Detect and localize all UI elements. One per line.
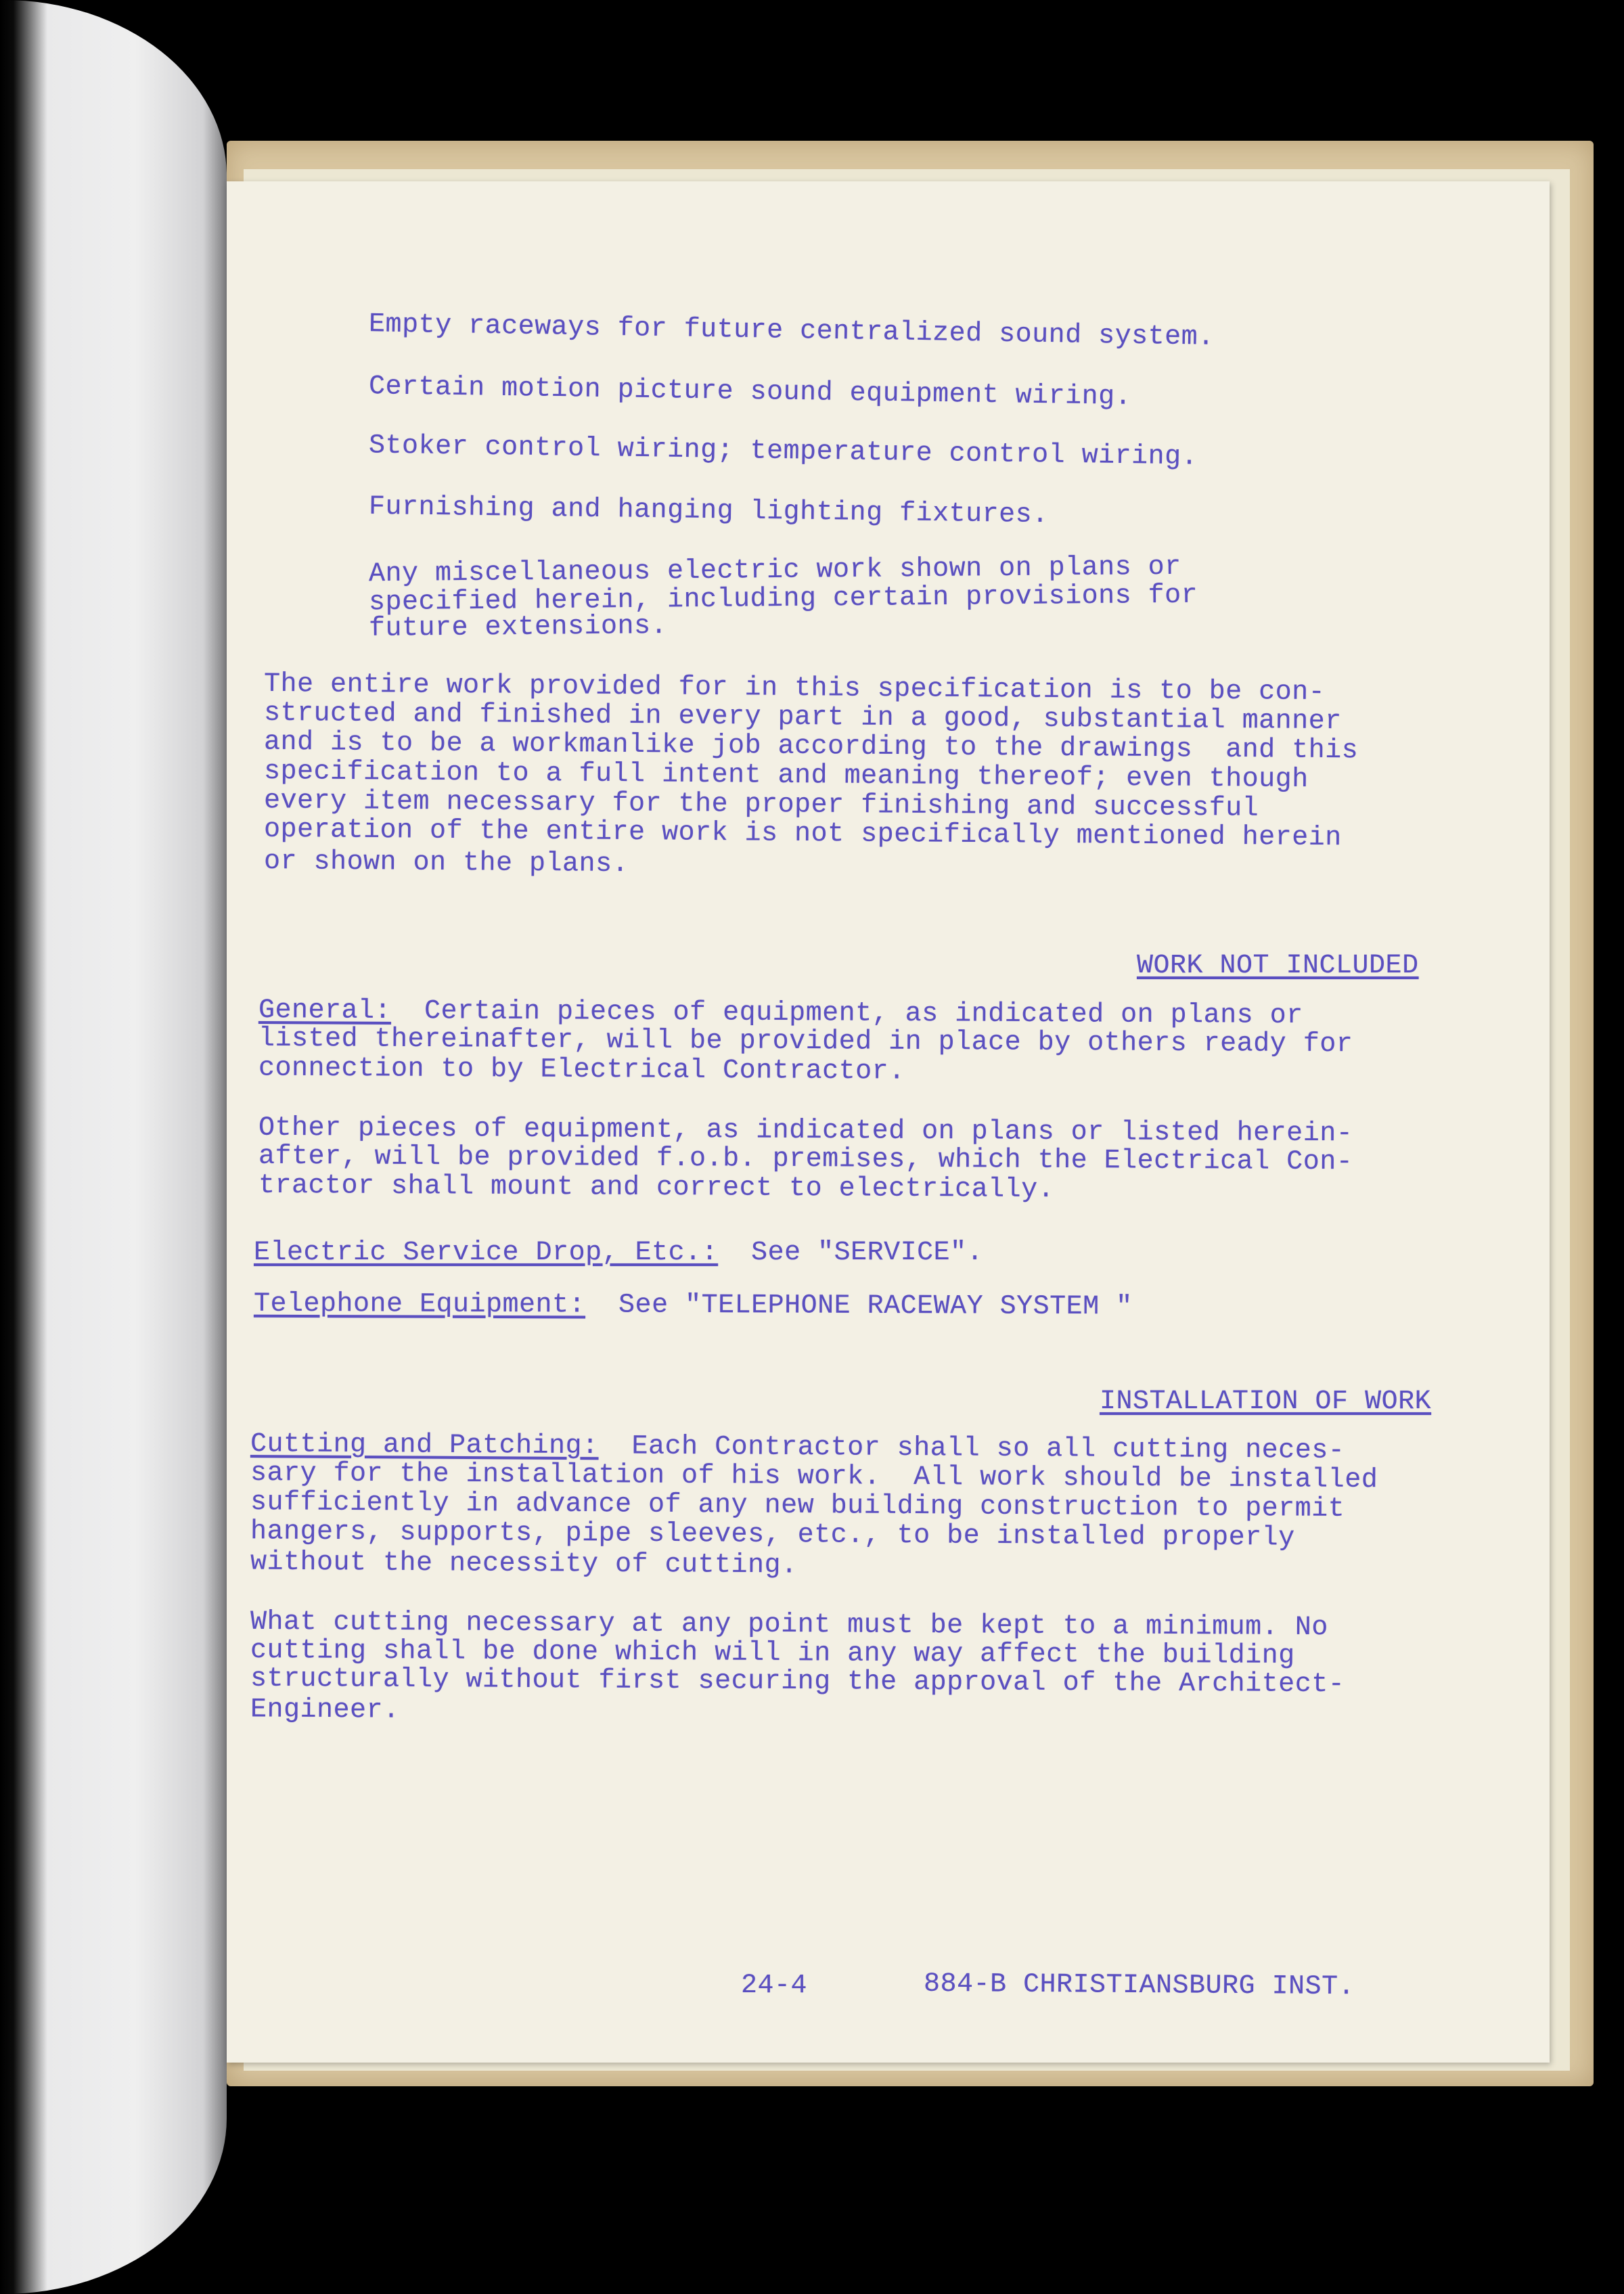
paragraph-line: every item necessary for the proper finishing and successful [263, 786, 1259, 824]
telephone-text: See "TELEPHONE RACEWAY SYSTEM " [585, 1290, 1133, 1323]
service-label: Electric Service Drop, Etc.: [254, 1238, 719, 1268]
list-item: Certain motion picture sound equipment wiring. [368, 372, 1132, 413]
list-item: Furnishing and hanging lighting fixtures. [368, 491, 1049, 531]
paragraph-line: and is to be a workmanlike job according to the drawings and this [263, 727, 1359, 767]
general-label: General: [258, 995, 392, 1027]
misc-item-line: Any miscellaneous electric work shown on plans or [368, 552, 1181, 590]
cutting-text: Each Contractor shall so all cutting neces- [598, 1431, 1345, 1466]
paragraph-line: tractor shall mount and correct to electrically. [258, 1170, 1055, 1206]
cutting-label: Cutting and Patching: [250, 1429, 599, 1462]
document-page [227, 181, 1550, 2063]
section-heading-work-not-included: WORK NOT INCLUDED [1137, 951, 1419, 981]
paragraph-line: structurally without first securing the approval of the Architect- [250, 1663, 1345, 1701]
service-line [254, 1238, 983, 1268]
paragraph-line: What cutting necessary at any point must be kept to a minimum. No [250, 1606, 1328, 1644]
general-text: Certain pieces of equipment, as indicated on plans or [390, 995, 1303, 1032]
paragraph-line: structed and finished in every part in a good, substantial manner [263, 698, 1342, 738]
list-item: Stoker control wiring; temperature control wiring. [368, 430, 1198, 473]
list-item: Empty raceways for future centralized sound system. [368, 309, 1215, 353]
paragraph-line: The entire work provided for in this specification is to be con- [263, 669, 1326, 709]
telephone-label: Telephone Equipment: [253, 1288, 586, 1321]
service-text: See "SERVICE". [718, 1238, 984, 1268]
paragraph-line: sufficiently in advance of any new building construction to permit [250, 1487, 1345, 1525]
section-heading-installation-of-work: INSTALLATION OF WORK [1100, 1387, 1432, 1417]
page-number: 24-4 [741, 1971, 808, 2001]
paragraph-line: connection to by Electrical Contractor. [258, 1053, 905, 1087]
paragraph-line: operation of the entire work is not specifically mentioned herein [263, 814, 1342, 854]
paragraph-line: specification to a full intent and meaning thereof; even though [263, 756, 1309, 796]
misc-item-line: specified herein, including certain provisions for [368, 580, 1198, 619]
paragraph-line: hangers, supports, pipe sleeves, etc., to be installed properly [250, 1516, 1295, 1554]
paragraph-line: without the necessity of cutting. [250, 1547, 798, 1581]
paragraph-line: or shown on the plans. [263, 846, 629, 880]
project-reference: 884-B CHRISTIANSBURG INST. [923, 1969, 1355, 2003]
misc-item-line: future extensions. [368, 611, 668, 644]
left-page-curl [0, 0, 227, 2294]
paragraph-line: after, will be provided f.o.b. premises, which the Electrical Con- [258, 1141, 1353, 1178]
paragraph-line: Other pieces of equipment, as indicated on plans or listed herein- [258, 1112, 1353, 1150]
paragraph-line: listed thereinafter, will be provided in place by others ready for [258, 1023, 1353, 1060]
paragraph-line: Engineer. [250, 1694, 400, 1726]
telephone-line [254, 1290, 1133, 1323]
paragraph-line: sary for the installation of his work. All work should be installed [250, 1458, 1378, 1496]
paragraph-line: cutting shall be done which will in any way affect the building [250, 1635, 1295, 1672]
